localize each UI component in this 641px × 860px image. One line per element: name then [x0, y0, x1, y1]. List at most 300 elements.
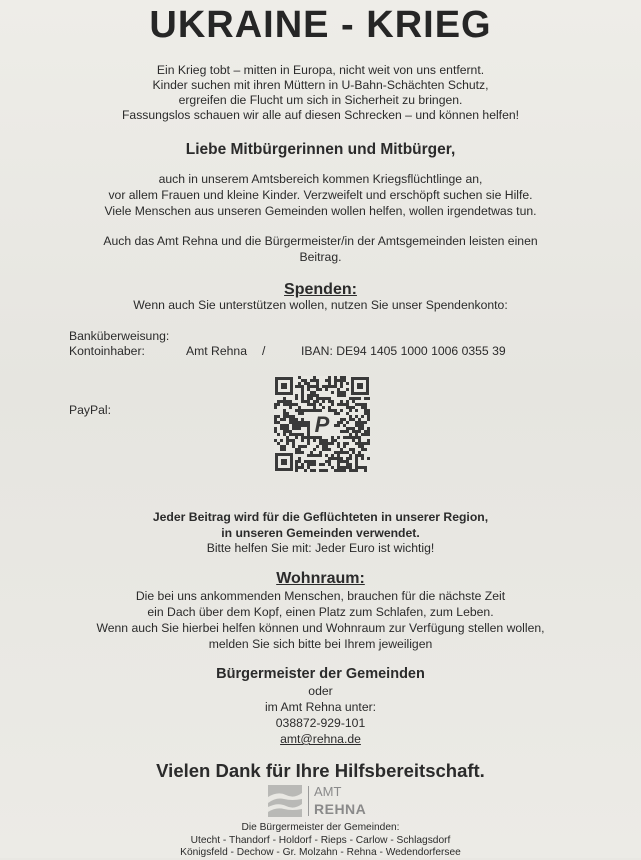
qr-module: [346, 430, 349, 433]
qr-module: [304, 400, 307, 403]
qr-module: [361, 403, 364, 406]
qr-module: [301, 445, 304, 448]
qr-module: [349, 406, 352, 409]
qr-module: [277, 421, 280, 424]
qr-module: [322, 469, 325, 472]
qr-module: [313, 385, 316, 388]
qr-module: [340, 382, 343, 385]
qr-module: [346, 388, 349, 391]
qr-module: [319, 397, 322, 400]
qr-module: [340, 418, 343, 421]
qr-module: [322, 406, 325, 409]
qr-module: [328, 406, 331, 409]
qr-module: [346, 427, 349, 430]
qr-module: [301, 421, 304, 424]
qr-module: [301, 400, 304, 403]
paragraph-line: vor allem Frauen und kleine Kinder. Verzweifelt und erschöpft suchen sie Hilfe.: [108, 188, 533, 202]
qr-module: [325, 379, 328, 382]
qr-module: [337, 403, 340, 406]
logo-divider: [308, 786, 309, 816]
qr-module: [295, 463, 298, 466]
qr-module: [325, 448, 328, 451]
qr-module: [289, 439, 292, 442]
qr-module: [295, 436, 298, 439]
qr-module: [307, 442, 310, 445]
qr-module: [301, 436, 304, 439]
qr-module: [316, 385, 319, 388]
qr-module: [328, 385, 331, 388]
qr-module: [286, 415, 289, 418]
qr-module: [331, 409, 334, 412]
qr-module: [286, 403, 289, 406]
qr-module: [343, 379, 346, 382]
qr-module: [352, 430, 355, 433]
qr-module: [292, 433, 295, 436]
qr-module: [361, 466, 364, 469]
qr-module: [298, 424, 301, 427]
qr-module: [328, 376, 331, 379]
qr-module: [310, 460, 313, 463]
qr-module: [352, 439, 355, 442]
wohnraum-line: ein Dach über dem Kopf, einen Platz zum Schlafen, zum Leben.: [147, 605, 494, 619]
amt-line: im Amt Rehna unter:: [264, 700, 377, 714]
qr-module: [343, 466, 346, 469]
footer-line: Utecht - Thandorf - Holdorf - Rieps - Carlow - Schlagsdorf: [190, 834, 451, 846]
qr-module: [352, 448, 355, 451]
qr-module: [343, 436, 346, 439]
qr-module: [367, 397, 370, 400]
qr-module: [274, 430, 277, 433]
qr-module: [280, 439, 283, 442]
qr-module: [295, 394, 298, 397]
qr-module: [295, 397, 298, 400]
qr-module: [316, 445, 319, 448]
qr-module: [337, 460, 340, 463]
qr-module: [328, 463, 331, 466]
qr-module: [310, 391, 313, 394]
paragraph-2: [40, 233, 601, 265]
qr-module: [337, 412, 340, 415]
qr-module: [337, 469, 340, 472]
qr-module: [286, 430, 289, 433]
qr-module: [316, 394, 319, 397]
qr-module: [286, 412, 289, 415]
qr-module: [349, 469, 352, 472]
qr-module: [322, 463, 325, 466]
qr-module: [361, 433, 364, 436]
qr-module: [352, 406, 355, 409]
contribution-line: Jeder Beitrag wird für die Geflüchteten in unserer Region,: [152, 510, 489, 524]
qr-module: [337, 388, 340, 391]
qr-module: [346, 406, 349, 409]
qr-module: [343, 394, 346, 397]
qr-module: [337, 457, 340, 460]
qr-module: [295, 421, 298, 424]
qr-module: [355, 424, 358, 427]
qr-module: [322, 448, 325, 451]
qr-module: [325, 442, 328, 445]
qr-module: [289, 433, 292, 436]
qr-module: [367, 442, 370, 445]
qr-module: [298, 460, 301, 463]
qr-module: [340, 457, 343, 460]
qr-module: [364, 406, 367, 409]
qr-module: [307, 394, 310, 397]
qr-module: [298, 409, 301, 412]
qr-module: [325, 454, 328, 457]
qr-module: [343, 442, 346, 445]
qr-module: [298, 433, 301, 436]
qr-module: [349, 466, 352, 469]
qr-module: [298, 412, 301, 415]
qr-module: [349, 433, 352, 436]
qr-module: [313, 448, 316, 451]
qr-module: [337, 394, 340, 397]
qr-module: [286, 424, 289, 427]
qr-module: [349, 415, 352, 418]
qr-module: [295, 460, 298, 463]
qr-module: [349, 397, 352, 400]
qr-module: [280, 424, 283, 427]
qr-module: [361, 421, 364, 424]
iban-text[interactable]: IBAN: DE94 1405 1000 1006 0355 39: [301, 344, 506, 358]
qr-module: [346, 457, 349, 460]
qr-module: [364, 448, 367, 451]
qr-module: [283, 403, 286, 406]
qr-module: [331, 442, 334, 445]
qr-module: [307, 409, 310, 412]
paypal-qr-code[interactable]: [274, 376, 370, 472]
qr-module: [322, 397, 325, 400]
qr-module: [301, 418, 304, 421]
qr-module: [283, 412, 286, 415]
wohnraum-line: Die bei uns ankommenden Menschen, brauchen für die nächste Zeit: [135, 589, 506, 603]
qr-module: [283, 430, 286, 433]
qr-module: [295, 448, 298, 451]
qr-module: [328, 379, 331, 382]
qr-module: [301, 424, 304, 427]
qr-module: [319, 388, 322, 391]
qr-module: [301, 397, 304, 400]
qr-module: [349, 454, 352, 457]
qr-module: [367, 433, 370, 436]
qr-module: [289, 400, 292, 403]
qr-module: [325, 385, 328, 388]
qr-module: [280, 445, 283, 448]
qr-module: [313, 454, 316, 457]
qr-module: [334, 439, 337, 442]
qr-module: [352, 436, 355, 439]
qr-module: [319, 469, 322, 472]
wohnraum-line: Wenn auch Sie hierbei helfen können und Wohnraum zur Verfügung stellen wollen,: [96, 621, 545, 635]
qr-module: [307, 430, 310, 433]
email-link[interactable]: amt@rehna.de: [280, 732, 361, 746]
qr-module: [337, 454, 340, 457]
qr-module: [349, 409, 352, 412]
qr-module: [283, 415, 286, 418]
qr-module: [355, 421, 358, 424]
qr-module: [343, 376, 346, 379]
qr-module: [274, 439, 277, 442]
qr-module: [325, 388, 328, 391]
qr-module: [346, 463, 349, 466]
qr-module: [361, 454, 364, 457]
qr-module: [340, 394, 343, 397]
qr-module: [301, 433, 304, 436]
qr-module: [286, 442, 289, 445]
qr-module: [361, 415, 364, 418]
qr-module: [313, 379, 316, 382]
qr-module: [346, 460, 349, 463]
qr-module: [310, 463, 313, 466]
qr-module: [298, 466, 301, 469]
qr-module: [340, 466, 343, 469]
qr-module: [301, 451, 304, 454]
qr-module: [367, 427, 370, 430]
qr-module: [343, 418, 346, 421]
qr-module: [325, 445, 328, 448]
spenden-heading: Spenden:: [284, 281, 357, 298]
qr-module: [295, 469, 298, 472]
qr-module: [292, 445, 295, 448]
qr-module: [346, 421, 349, 424]
qr-module: [292, 403, 295, 406]
qr-module: [283, 418, 286, 421]
qr-module: [355, 460, 358, 463]
qr-module: [319, 442, 322, 445]
qr-module: [307, 427, 310, 430]
qr-module: [358, 445, 361, 448]
qr-module: [322, 442, 325, 445]
qr-module: [304, 469, 307, 472]
qr-module: [283, 445, 286, 448]
qr-module: [334, 376, 337, 379]
qr-module: [331, 400, 334, 403]
qr-module: [301, 388, 304, 391]
qr-module: [346, 466, 349, 469]
qr-module: [358, 436, 361, 439]
qr-module: [340, 403, 343, 406]
qr-module: [277, 433, 280, 436]
qr-module: [298, 421, 301, 424]
paypal-label: PayPal:: [69, 403, 112, 417]
qr-module: [355, 469, 358, 472]
qr-module: [316, 400, 319, 403]
qr-module: [301, 412, 304, 415]
qr-module: [331, 436, 334, 439]
qr-module: [322, 385, 325, 388]
qr-module: [310, 403, 313, 406]
qr-module: [313, 391, 316, 394]
qr-module: [307, 463, 310, 466]
qr-module: [295, 385, 298, 388]
qr-module: [298, 427, 301, 430]
qr-module: [307, 466, 310, 469]
qr-module: [343, 445, 346, 448]
qr-module: [307, 385, 310, 388]
qr-module: [334, 385, 337, 388]
help-line: Bitte helfen Sie mit: Jeder Euro ist wichtig!: [206, 541, 435, 555]
qr-module: [298, 457, 301, 460]
qr-module: [346, 442, 349, 445]
qr-module: [328, 397, 331, 400]
bank-transfer-label: Banküberweisung:: [69, 329, 170, 343]
qr-module: [358, 439, 361, 442]
qr-module: [307, 433, 310, 436]
qr-module: [364, 412, 367, 415]
qr-module: [334, 409, 337, 412]
qr-module: [334, 424, 337, 427]
qr-module: [301, 394, 304, 397]
logo-emblem-icon: [268, 785, 302, 817]
qr-module: [319, 439, 322, 442]
qr-module: [298, 451, 301, 454]
qr-module: [364, 430, 367, 433]
paragraph-line: auch in unserem Amtsbereich kommen Kriegsflüchtlinge an,: [158, 172, 483, 186]
qr-module: [277, 403, 280, 406]
qr-module: [334, 451, 337, 454]
page-title: UKRAINE - KRIEG: [149, 4, 492, 46]
qr-module: [319, 454, 322, 457]
qr-module: [325, 397, 328, 400]
qr-module: [364, 421, 367, 424]
qr-module: [361, 457, 364, 460]
qr-module: [316, 382, 319, 385]
qr-module: [322, 439, 325, 442]
qr-module: [340, 391, 343, 394]
qr-module: [316, 379, 319, 382]
qr-module: [337, 379, 340, 382]
qr-module: [280, 427, 283, 430]
qr-module: [307, 382, 310, 385]
qr-module: [343, 403, 346, 406]
qr-module: [355, 433, 358, 436]
wohnraum-text: [40, 588, 601, 652]
qr-module: [349, 418, 352, 421]
qr-module: [364, 466, 367, 469]
phone-number[interactable]: 038872-929-101: [275, 716, 366, 730]
qr-module: [313, 463, 316, 466]
qr-module: [352, 427, 355, 430]
qr-module: [340, 409, 343, 412]
qr-module: [358, 424, 361, 427]
qr-module: [346, 382, 349, 385]
qr-module: [340, 421, 343, 424]
qr-module: [355, 403, 358, 406]
qr-module: [328, 442, 331, 445]
mayors-heading: Bürgermeister der Gemeinden: [216, 666, 425, 682]
qr-module: [274, 418, 277, 421]
qr-module: [304, 460, 307, 463]
qr-module: [352, 469, 355, 472]
qr-module: [304, 409, 307, 412]
qr-module: [367, 457, 370, 460]
qr-module: [358, 466, 361, 469]
qr-module: [286, 439, 289, 442]
qr-module: [292, 427, 295, 430]
qr-module: [304, 421, 307, 424]
qr-module: [289, 403, 292, 406]
qr-module: [301, 466, 304, 469]
qr-module: [280, 418, 283, 421]
qr-module: [283, 409, 286, 412]
qr-module: [361, 427, 364, 430]
qr-module: [331, 466, 334, 469]
qr-module: [289, 421, 292, 424]
qr-module: [334, 412, 337, 415]
qr-module: [352, 397, 355, 400]
qr-module: [289, 418, 292, 421]
qr-module: [361, 448, 364, 451]
qr-module: [307, 397, 310, 400]
qr-module: [301, 379, 304, 382]
qr-module: [307, 439, 310, 442]
qr-module: [340, 448, 343, 451]
account-owner-value: Amt Rehna: [186, 344, 247, 358]
qr-module: [337, 436, 340, 439]
qr-module: [328, 448, 331, 451]
qr-module: [298, 385, 301, 388]
qr-module: [355, 436, 358, 439]
qr-module: [346, 403, 349, 406]
qr-module: [319, 403, 322, 406]
intro-line: Fassungslos schauen wir alle auf diesen Schrecken – und können helfen!: [121, 108, 520, 122]
qr-module: [361, 445, 364, 448]
qr-module: [313, 439, 316, 442]
qr-module: [337, 463, 340, 466]
qr-module: [313, 406, 316, 409]
qr-module: [367, 430, 370, 433]
qr-module: [313, 400, 316, 403]
qr-module: [367, 409, 370, 412]
qr-module: [277, 415, 280, 418]
qr-module: [343, 469, 346, 472]
qr-module: [358, 403, 361, 406]
qr-module: [334, 469, 337, 472]
qr-module: [337, 451, 340, 454]
qr-module: [328, 460, 331, 463]
qr-module: [355, 454, 358, 457]
spenden-line: Wenn auch Sie unterstützen wollen, nutzen Sie unser Spendenkonto:: [133, 298, 508, 312]
qr-module: [322, 445, 325, 448]
qr-module: [286, 436, 289, 439]
qr-module: [334, 382, 337, 385]
qr-module: [355, 409, 358, 412]
qr-module: [337, 442, 340, 445]
qr-module: [337, 424, 340, 427]
qr-module: [325, 460, 328, 463]
qr-module: [349, 448, 352, 451]
intro-line: ergreifen die Flucht um sich in Sicherheit zu bringen.: [178, 93, 463, 107]
qr-module: [358, 430, 361, 433]
qr-module: [307, 436, 310, 439]
qr-module: [346, 400, 349, 403]
qr-module: [352, 400, 355, 403]
qr-module: [331, 439, 334, 442]
qr-module: [292, 418, 295, 421]
separator: /: [262, 344, 266, 358]
or-text: oder: [308, 684, 333, 698]
qr-module: [286, 400, 289, 403]
qr-module: [280, 400, 283, 403]
qr-module: [331, 403, 334, 406]
qr-module: [334, 457, 337, 460]
footer-line: Königsfeld - Dechow - Gr. Molzahn - Rehna - Wedendorfersee: [180, 847, 461, 858]
qr-module: [286, 427, 289, 430]
qr-module: [358, 418, 361, 421]
qr-module: [355, 430, 358, 433]
qr-module: [337, 466, 340, 469]
